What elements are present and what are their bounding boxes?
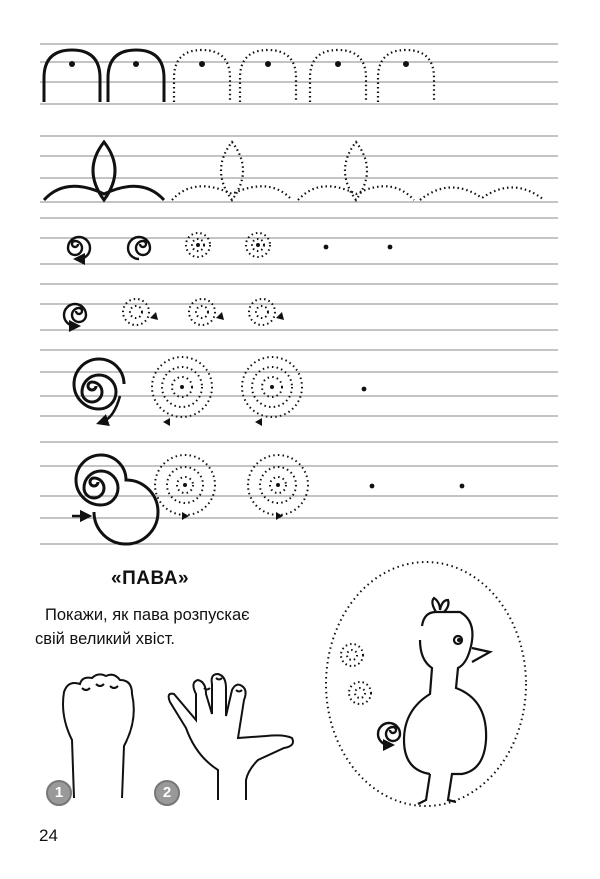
page-title: «ПАВА» <box>111 568 190 589</box>
row-spirals-large <box>72 455 464 544</box>
row-spirals-small-2 <box>64 299 284 326</box>
row-flowers <box>44 142 544 200</box>
ruled-lines <box>40 44 558 544</box>
instruction-line-1: Покажи, як пава розпускає <box>45 606 250 624</box>
instruction-line-2: свій великий хвіст. <box>35 630 176 648</box>
step-badge-2: 2 <box>154 780 180 806</box>
hand-open-illustration <box>169 674 293 800</box>
peacock-illustration <box>326 562 526 806</box>
row-spirals-small-1 <box>68 233 392 259</box>
step-badge-1: 1 <box>46 780 72 806</box>
row-domes <box>44 50 434 102</box>
hand-closed-illustration <box>63 674 134 798</box>
page-number: 24 <box>39 826 58 845</box>
instruction-text <box>35 603 270 651</box>
